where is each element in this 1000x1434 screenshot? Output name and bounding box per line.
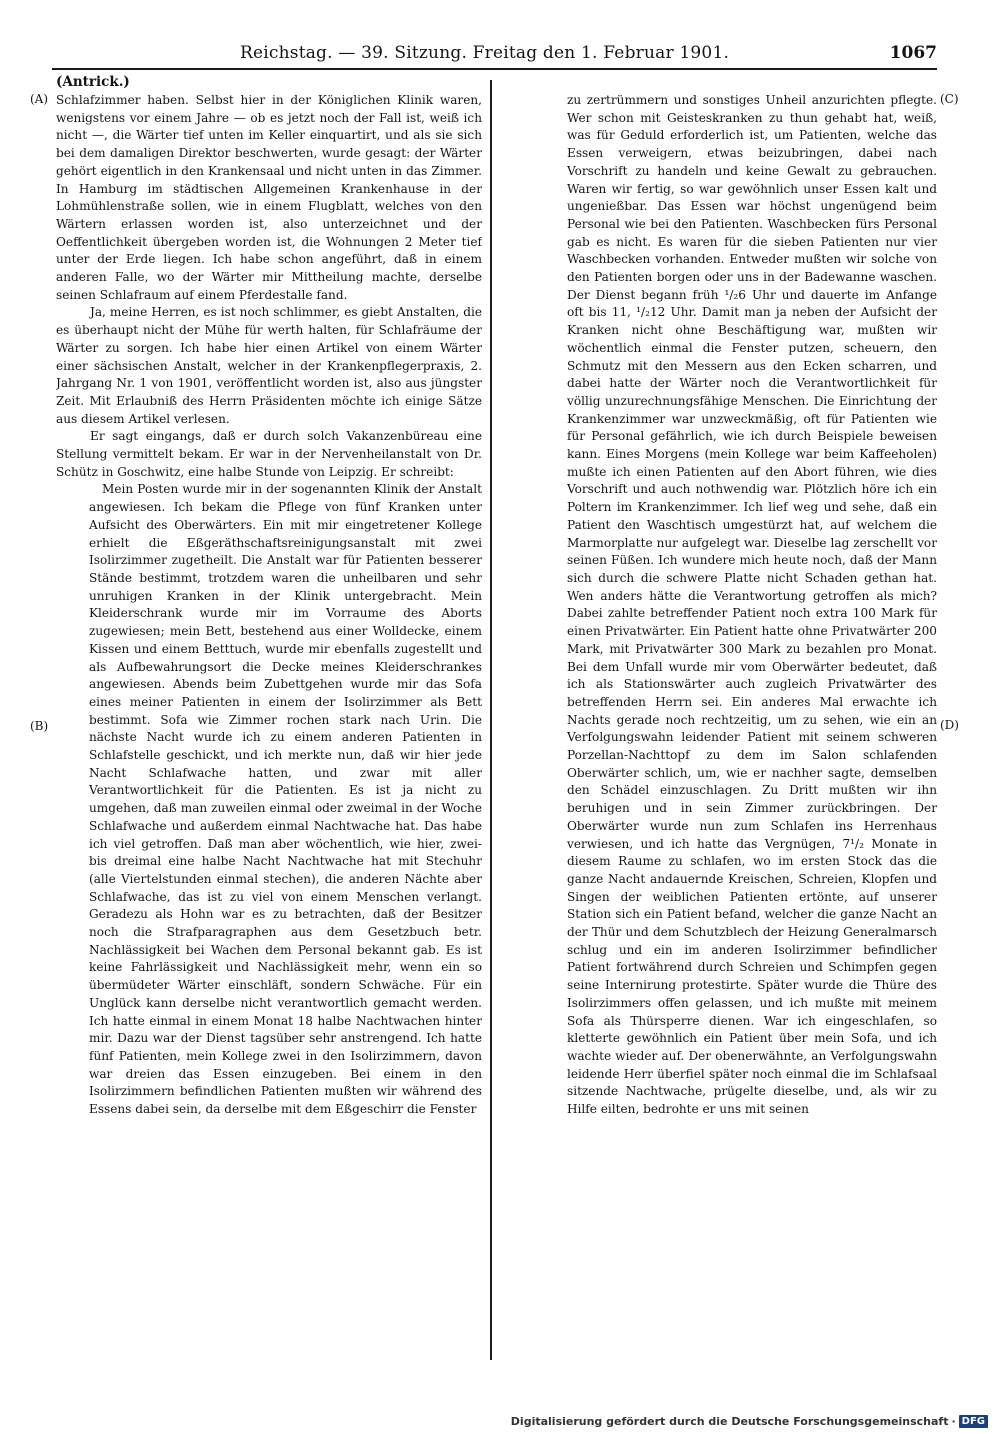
speaker-label: (Antrick.) [56,74,130,90]
footer-separator: · [951,1415,956,1428]
margin-marker-b: (B) [30,719,49,733]
paragraph: Ja, meine Herren, es ist noch schlimmer, es giebt Anstalten, die es überhaupt nicht der Mühe für werth halten, für Schlafräume der Wärter zu sorgen. Ich habe hier einen Artikel von einem Wärter einer sächsischen Anstalt, welcher in der Krankenpflegerpraxis, 2. Jahrgang Nr. 1 von 1901, veröffentlicht worden ist, also aus jüngster Zeit. Mit Erlaubniß des Herrn Präsidenten möchte ich einige Sätze aus diesem Artikel verlesen. [56,305,482,426]
column-divider [490,80,492,1360]
margin-marker-d: (D) [940,718,959,732]
right-column [567,92,937,1354]
paragraph: Schlafzimmer haben. Selbst hier in der Königlichen Klinik waren, wenigstens vor einem Jahre — ob es jetzt noch der Fall ist, weiß ich nicht —, die Wärter tief unten im Keller einquartirt, und als sie sich bei dem damaligen Direktor beschwerten, wurde gesagt: der Wärter gehört eigentlich in den Krankensaal und nicht unten in das Zimmer. In Hamburg im städtischen Allgemeinen Krankenhause in der Lohmühlenstraße sollen, wie in einem Flugblatt, welches von den Wärtern erlassen worden ist, also unterzeichnet und der Oeffentlichkeit übergeben worden ist, die Wohnungen 2 Meter tief unter der Erde liegen. Ich habe schon angeführt, daß in einem anderen Falle, wo der Wärter mir Mittheilung machte, derselbe seinen Schlafraum auf einem Pferdestalle fand. [56,93,482,302]
paragraph: zu zertrümmern und sonstiges Unheil anzurichten pflegte. Wer schon mit Geisteskranken zu thun gehabt hat, weiß, was für Geduld erforderlich ist, um Patienten, welche das Essen verweigern, etwas beizubringen, dabei nach Vorschrift zu handeln und keine Gewalt zu gebrauchen. Waren wir fertig, so war gewöhnlich unser Essen kalt und ungenießbar. Das Essen war höchst ungenügend beim Personal wie bei den Patienten. Waschbecken fürs Personal gab es nicht. Es waren für die sieben Patienten nur vier Waschbecken vorhanden. Entweder mußten wir solche von den Patienten borgen oder uns in der Badewanne waschen. Der Dienst begann früh ¹/₂6 Uhr und dauerte im Anfange oft bis 11, ¹/₂12 Uhr. Damit man ja neben der Aufsicht der Kranken nicht ohne Beschäftigung war, mußten wir wöchentlich einmal die Fenster putzen, scheuern, den Schmutz mit den Messern aus den Ecken scharren, und dabei hatte der Wärter noch die Verantwortlichkeit für völlig unzurechnungsfähige Menschen. Die Einrichtung der Krankenzimmer war unzweckmäßig, oft für Patienten wie für Personal gefährlich, wie ich durch Beispiele beweisen kann. Eines Morgens (mein Kollege war beim Kaffeeholen) mußte ich einen Patienten auf den Abort führen, wie dies Vorschrift und auch nothwendig war. Plötzlich höre ich ein Poltern im Krankenzimmer. Ich lief weg und sehe, daß ein Patient den Waschtisch umgestürzt hat, auf welchem die Marmorplatte nur aufgelegt war. Dieselbe lag zerschellt vor seinen Füßen. Ich wundere mich heute noch, daß der Mann sich durch die schwere Platte nicht Schaden gethan hat. Wen anders hätte die Verantwortung getroffen als mich? Dabei zahlte betreffender Patient noch extra 100 Mark für einen Privatwärter. Ein Patient hatte ohne Privatwärter 200 Mark, mit Privatwärter 300 Mark zu bezahlen pro Monat. Bei dem Unfall wurde mir vom Oberwärter bedeutet, daß ich als Stationswärter auch zugleich Privatwärter des betreffenden Herrn sei. Ein anderes Mal erwachte ich Nachts gerade noch rechtzeitig, um zu sehen, wie ein an Verfolgungswahn leidender Patient mit seinem schweren Porzellan-Nachttopf zu dem im Salon schlafenden Oberwärter schlich, um, wie er nachher sagte, demselben den Schädel einzuschlagen. Zu Dritt mußten wir ihn beruhigen und in sein Zimmer zurückbringen. Der Oberwärter wurde nun zum Schlafen ins Herrenhaus verwiesen, und ich hatte das Vergnügen, 7¹/₂ Monate in diesem Raume zu schlafen, wo im ersten Stock das die ganze Nacht andauernde Kreischen, Schreien, Klopfen und Singen der weiblichen Patienten ertönte, auf unserer Station sich ein Patient befand, welcher die ganze Nacht an der Thür und dem Schutzblech der Heizung Generalmarsch schlug und ein im anderen Isolirzimmer befindlicher Patient fortwährend durch Schreien und Schimpfen gegen seine Internirung protestirte. Später wurde die Thüre des Isolirzimmers offen gelassen, und ich mußte mit meinem Sofa als Thürsperre dienen. War ich eingeschlafen, so kletterte gewöhnlich ein Patient über mein Sofa, und ich wachte wieder auf. Der obenerwähnte, an Verfolgungswahn leidende Herr überfiel später noch einmal die im Schlafsaal sitzende Nachtwache, prügelte dieselbe, und, als wir zu Hilfe eilten, bedrohte er uns mit seinen [567,93,937,1117]
block-quote: Mein Posten wurde mir in der sogenannten Klinik der Anstalt angewiesen. Ich bekam die Pflege von fünf Kranken unter Aufsicht des Oberwärters. Ein mit mir eingetretener Kollege erhielt die Eßgeräthschaftsreinigungsanstalt mit zwei Isolirzimmer zugetheilt. Die Anstalt war für Patienten besserer Stände bestimmt, trotzdem waren die unheilbaren und sehr unruhigen Kranken in der Klinik untergebracht. Mein Kleiderschrank wurde mir im Vorraume des Aborts zugewiesen; mein Bett, bestehend aus einer Wolldecke, einem Kissen und einem Betttuch, wurde mir ebenfalls zugestellt und als Aufbewahrungsort die Decke meines Kleiderschrankes angewiesen. Abends beim Zubettgehen wurde mir das Sofa eines meiner Patienten in einem der Isolirzimmer als Bett bestimmt. Sofa wie Zimmer rochen stark nach Urin. Die nächste Nacht wurde ich zu einem anderen Patienten in Schlafstelle geschickt, und ich merkte nun, daß wir hier jede Nacht Schlafwache hatten, und zwar mit aller Verantwortlichkeit für die Patienten. Es ist ja nicht zu umgehen, daß man zuweilen einmal oder zweimal in der Woche Schlafwache und außerdem einmal Nachtwache hat. Das habe ich viel getroffen. Daß man aber wöchentlich, wie hier, zwei- bis dreimal eine halbe Nacht Nachtwache hat mit Stechuhr (alle Viertelstunden einmal stechen), die anderen Nächte aber Schlafwache, das ist zu viel von einem Menschen verlangt. Geradezu als Hohn war es zu betrachten, daß der Besitzer noch die Strafparagraphen aus dem Gesetzbuch betr. Nachlässigkeit bei Wachen dem Personal bekannt gab. Es ist keine Fahrlässigkeit und Nachlässigkeit mehr, wenn ein so übermüdeter Wärter einschläft, sondern Schwäche. Für ein Unglück kann derselbe nicht verantwortlich gemacht werden. Ich hatte einmal in einem Monat 18 halbe Nachtwachen hinter mir. Dazu war der Dienst tagsüber sehr anstrengend. Ich hatte fünf Patienten, mein Kollege zwei in den Isolirzimmern, davon war dreien das Essen einzugeben. Bei einem in den Isolirzimmern befindlichen Patienten mußten wir während des Essens dabei sein, da derselbe mit dem Eßgeschirr die Fenster [89,482,482,1117]
margin-marker-c: (C) [940,92,959,106]
left-column [56,92,482,1352]
footer-text: Digitalisierung gefördert durch die Deutsche Forschungsgemeinschaft [510,1415,949,1428]
running-header [52,38,937,68]
header-title: Reichstag. — 39. Sitzung. Freitag den 1. Februar 1901. [240,43,730,63]
dfg-logo-icon: DFG [959,1415,988,1428]
footer-credit [511,1415,988,1428]
margin-marker-a: (A) [30,92,49,106]
header-rule [52,68,937,70]
paragraph: Er sagt eingangs, daß er durch solch Vakanzenbüreau eine Stellung vermittelt bekam. Er war in der Nervenheilanstalt von Dr. Schütz in Goschwitz, eine halbe Stunde von Leipzig. Er schreibt: [56,429,482,479]
page-number: 1067 [889,43,937,63]
